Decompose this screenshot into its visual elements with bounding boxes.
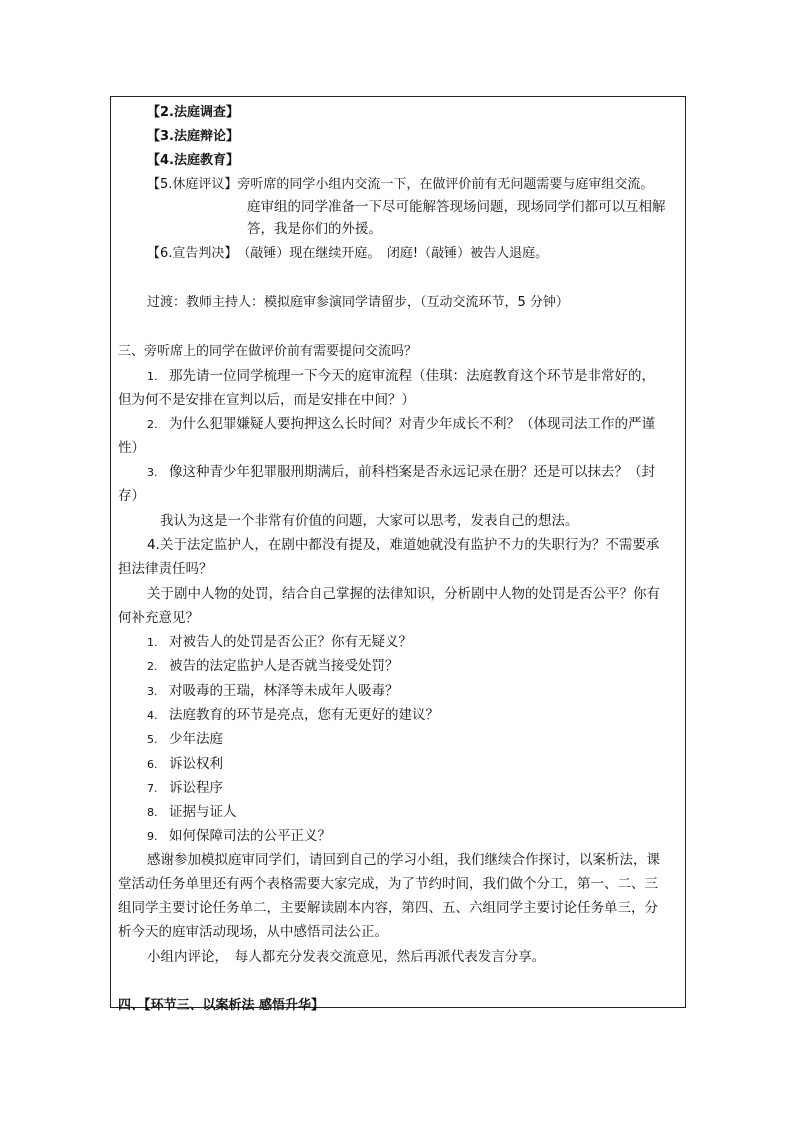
question-item [147, 414, 655, 435]
item-number: 3. [147, 685, 158, 698]
section-court-debate: 【3.法庭辩论】 [147, 129, 239, 144]
question-item [147, 462, 655, 483]
transition-line: 过渡：教师主持人：模拟庭审参演同学请留步，（互动交流环节，5 分钟） [147, 295, 569, 310]
item-text: 那先请一位同学梳理一下今天的庭审流程（佳琪：法庭教育这个环节是非常好的， [169, 368, 655, 384]
section-four-heading: 四、【环节三、以案析法 感悟升华】 [118, 998, 325, 1013]
paragraph-line: 存） [118, 488, 145, 504]
question-item [147, 656, 399, 677]
item-number: 1. [147, 370, 158, 383]
question-item [147, 366, 655, 387]
item-number: 6. [147, 758, 158, 771]
paragraph-line: 关于剧中人物的处罚，结合自己掌握的法律知识，分析剧中人物的处罚是否公平？你有 [147, 586, 660, 602]
item-text: 被告的法定监护人是否就当接受处罚？ [169, 658, 399, 674]
item-text: 诉讼程序 [169, 780, 223, 796]
question-item [147, 802, 237, 823]
item-text: 像这种青少年犯罪服刑期满后，前科档案是否永远记录在册？还是可以抹去？（封 [169, 464, 655, 480]
item-text: 法庭教育的环节是亮点，您有无更好的建议？ [169, 707, 439, 723]
section-three-heading: 三、旁听席上的同学在做评价前有需要提问交流吗？ [118, 344, 418, 359]
paragraph-line: 担法律责任吗？ [118, 561, 213, 577]
item-number: 7. [147, 782, 158, 795]
paragraph-line: 小组内评论， 每人都充分发表交流意见，然后再派代表发言分享。 [147, 949, 546, 965]
paragraph-line: 组同学主要讨论任务单二，主要解读剧本内容，第四、五、六组同学主要讨论任务单三，分 [118, 900, 658, 916]
section-verdict: 【6.宣告判决】 （敲锤）现在继续开庭。 闭庭!（敲锤）被告人退庭。 [147, 246, 549, 261]
question-item [147, 705, 439, 726]
paragraph-line: 但为何不是安排在宣判以后，而是安排在中间？） [118, 392, 415, 408]
item-text: 少年法庭 [169, 731, 223, 747]
paragraph-line: 何补充意见？ [118, 610, 199, 626]
section-court-investigation: 【2.法庭调查】 [147, 105, 239, 120]
question-item [147, 632, 412, 653]
item-number: 2. [147, 418, 158, 431]
question-item [147, 826, 331, 847]
item-text: 如何保障司法的公平正义？ [169, 828, 331, 844]
paragraph-line: 答，我是你们的外援。 [247, 221, 382, 237]
paragraph-line: 堂活动任务单里还有两个表格需要大家完成，为了节约时间，我们做个分工，第一、二、三 [118, 876, 658, 892]
paragraph-line: 庭审组的同学准备一下尽可能解答现场问题，现场同学们都可以互相解 [247, 199, 666, 215]
item-text: 对被告人的处罚是否公正？你有无疑义？ [169, 634, 412, 650]
item-number: 3. [147, 466, 158, 479]
item-number: 5. [147, 733, 158, 746]
item-text: 证据与证人 [169, 804, 237, 820]
item-text: 诉讼权利 [169, 756, 223, 772]
item-number: 2. [147, 660, 158, 673]
paragraph-line: 性） [118, 440, 145, 456]
item-text: 为什么犯罪嫌疑人要拘押这么长时间？对青少年成长不利？（体现司法工作的严谨 [169, 416, 655, 432]
item-number: 8. [147, 806, 158, 819]
section-court-education: 【4.法庭教育】 [147, 153, 239, 168]
paragraph-line: 4.关于法定监护人，在剧中都没有提及，难道她就没有监护不力的失职行为？不需要承 [147, 537, 660, 553]
item-number: 1. [147, 636, 158, 649]
item-number: 4. [147, 709, 158, 722]
paragraph-line: 我认为这是一个非常有价值的问题，大家可以思考，发表自己的想法。 [160, 513, 579, 529]
question-item [147, 729, 223, 750]
question-item [147, 681, 399, 702]
question-item [147, 778, 223, 799]
paragraph-line: 析今天的庭审活动现场，从中感悟司法公正。 [118, 924, 388, 940]
paragraph-line: 感谢参加模拟庭审同学们，请回到自己的学习小组，我们继续合作探讨，以案析法，课 [147, 852, 660, 868]
question-item [147, 754, 223, 775]
section-recess-review: 【5.休庭评议】旁听席的同学小组内交流一下，在做评价前有无问题需要与庭审组交流。 [147, 177, 654, 192]
item-text: 对吸毒的王瑞，林泽等未成年人吸毒？ [169, 683, 399, 699]
item-number: 9. [147, 830, 158, 843]
